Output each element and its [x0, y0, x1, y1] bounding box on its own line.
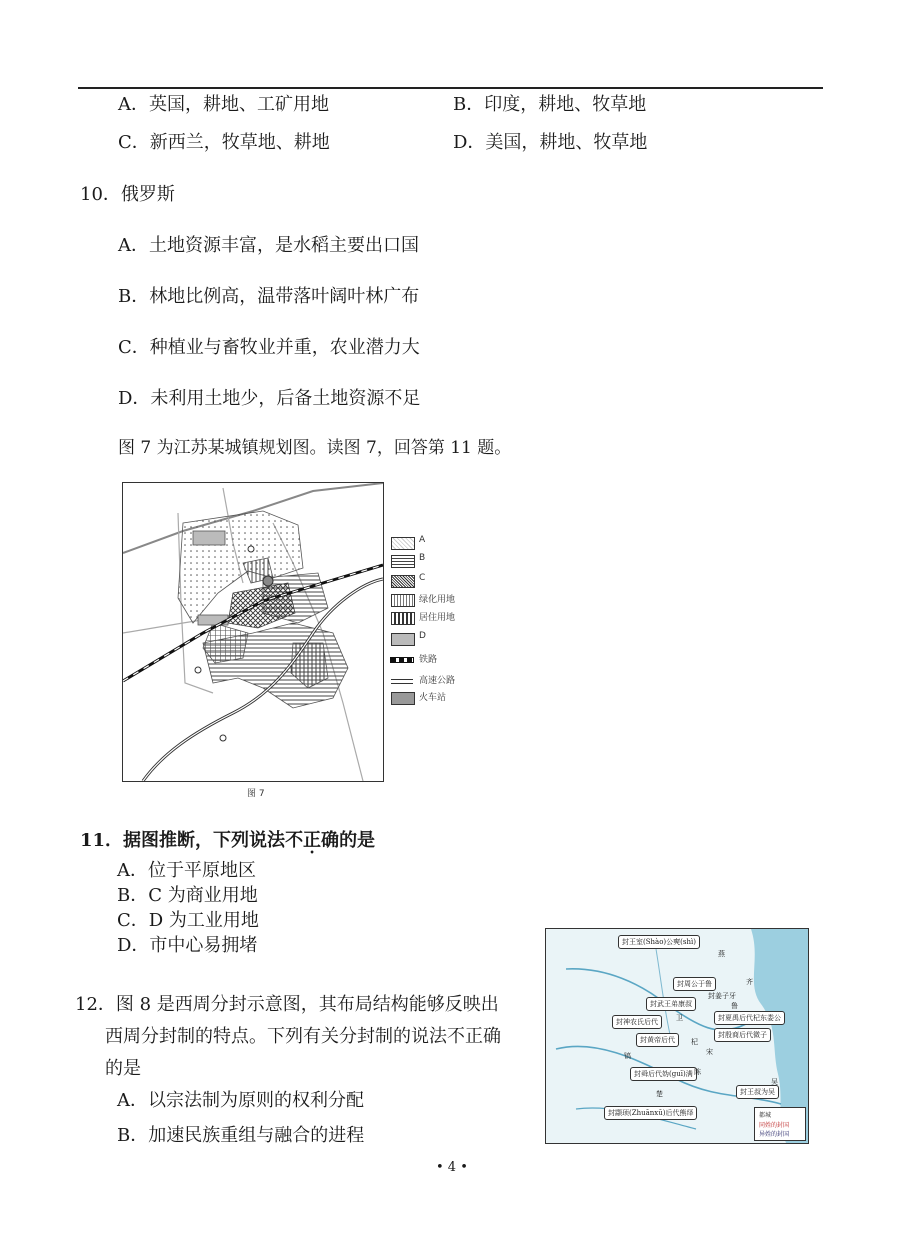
legend-label-station: 火车站: [419, 693, 447, 703]
legend-swatch-railway: [391, 658, 413, 662]
figure-7-map-drawing: [123, 483, 383, 781]
page-number: • 4 •: [436, 1160, 468, 1175]
fig8-legend-different-surname: 异姓的封国: [759, 1131, 790, 1138]
fig8-legend: [754, 1107, 806, 1141]
legend-label-expressway: 高速公路: [419, 676, 456, 686]
legend-label-railway: 铁路: [419, 655, 438, 665]
top-rule: [78, 87, 823, 89]
legend-swatch-station: [391, 692, 415, 705]
q9-option-b: B．印度，耕地、牧草地: [453, 94, 647, 115]
fig7-intro: 图 7 为江苏某城镇规划图。读图 7，回答第 11 题。: [118, 438, 512, 458]
legend-swatch-c: [391, 575, 415, 588]
legend-label-b: B: [419, 553, 426, 563]
fig8-label-jiang: 封姜子牙: [708, 992, 736, 1000]
fig8-label-wang-shu: 封王叔为吴: [736, 1085, 779, 1099]
legend-label-a: A: [419, 535, 426, 545]
q12-option-b: B．加速民族重组与融合的进程: [117, 1125, 365, 1146]
fig8-legend-capital: 都城: [759, 1112, 772, 1119]
fig8-label-huangdi: 封黄帝后代: [636, 1033, 679, 1047]
legend-label-residential: 居住用地: [419, 613, 456, 623]
legend-swatch-d: [391, 633, 415, 646]
q9-option-d: D．美国，耕地、牧草地: [453, 132, 648, 153]
q12-line-1: 12．图 8 是西周分封示意图，其布局结构能够反映出: [75, 994, 499, 1015]
legend-swatch-expressway: [391, 679, 413, 684]
fig8-label-wei: 卫: [676, 1014, 683, 1022]
q11-option-d: D．市中心易拥堵: [117, 935, 258, 956]
q11-option-c: C．D 为工业用地: [117, 910, 259, 931]
legend-swatch-residential: [391, 612, 415, 625]
q11-stem-after: 的是: [339, 830, 376, 851]
legend-swatch-green: [391, 594, 415, 607]
legend-label-green: 绿化用地: [419, 595, 456, 605]
q10-option-d: D．未利用土地少，后备土地资源不足: [118, 388, 421, 409]
legend-label-d: D: [419, 631, 426, 641]
figure-8-map: [545, 928, 809, 1144]
fig8-label-shun: 封舜后代妫(guī)满: [630, 1067, 697, 1081]
fig8-label-lu-fief: 封周公于鲁: [673, 977, 716, 991]
fig8-label-qi-state: 齐: [746, 978, 753, 986]
q12-line-2: 西周分封制的特点。下列有关分封制的说法不正确: [105, 1026, 501, 1047]
fig8-label-kangshu: 封武王弟康叔: [646, 997, 696, 1011]
q10-stem: 10．俄罗斯: [80, 184, 175, 205]
legend-swatch-b: [391, 555, 415, 568]
fig8-label-shennong: 封神农氏后代: [612, 1015, 662, 1029]
fig8-label-lu: 鲁: [731, 1002, 738, 1010]
fig8-label-song: 宋: [706, 1048, 713, 1056]
fig8-label-wu: 吴: [771, 1078, 778, 1086]
figure-7-caption: 图 7: [247, 789, 265, 799]
q10-option-c: C．种植业与畜牧业并重，农业潜力大: [118, 337, 420, 358]
q12-line-3: 的是: [105, 1058, 141, 1079]
legend-swatch-a: [391, 537, 415, 550]
q11-option-b: B．C 为商业用地: [117, 885, 258, 906]
fig8-label-zhuanxu: 封颛顼(Zhuānxū)后代熊绎: [604, 1106, 697, 1120]
q11-stem: [80, 826, 375, 852]
q11-option-a: A．位于平原地区: [117, 860, 256, 881]
fig8-label-chen: 陈: [694, 1068, 701, 1076]
fig8-label-chu: 楚: [656, 1090, 663, 1098]
fig8-label-shao: 封王室(Shào)公奭(shì): [618, 935, 700, 949]
q9-option-c: C．新西兰，牧草地、耕地: [118, 132, 330, 153]
figure-7-map: [122, 482, 384, 782]
q11-stem-emphasis: 不正确: [285, 830, 340, 851]
fig8-label-yin: 封殷商后代微子: [714, 1028, 771, 1042]
fig8-label-xia: 封夏禹后代杞东娄公: [714, 1011, 785, 1025]
q12-option-a: A．以宗法制为原则的权利分配: [117, 1090, 364, 1111]
fig8-legend-same-surname: 同姓的封国: [759, 1122, 790, 1129]
fig8-label-hao: 镐: [624, 1052, 631, 1060]
legend-label-c: C: [419, 573, 426, 583]
q10-option-a: A．土地资源丰富，是水稻主要出口国: [118, 235, 419, 256]
q10-option-b: B．林地比例高，温带落叶阔叶林广布: [118, 286, 420, 307]
q11-stem-before: 11．据图推断，下列说法: [80, 830, 286, 851]
q9-option-a: A．英国，耕地、工矿用地: [118, 94, 329, 115]
fig8-label-yan: 燕: [718, 950, 725, 958]
fig8-label-qi: 杞: [691, 1038, 698, 1046]
